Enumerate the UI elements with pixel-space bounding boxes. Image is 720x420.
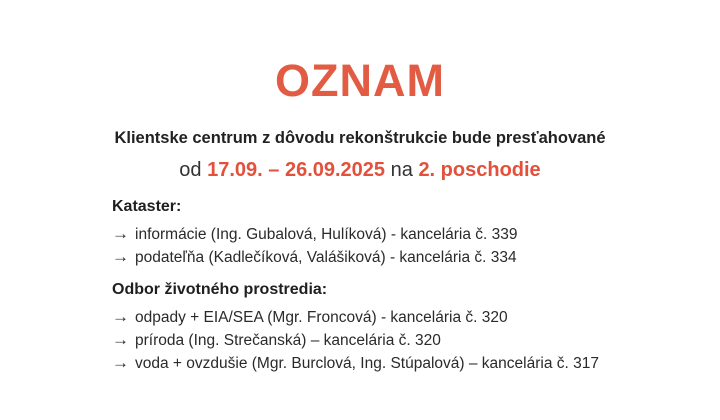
- section-odbor-zivotneho-prostredia: [112, 279, 599, 375]
- arrow-icon: →: [112, 330, 129, 349]
- arrow-icon: →: [112, 224, 129, 243]
- notice-headline: Klientske centrum z dôvodu rekonštrukcie bude presťahované: [114, 129, 606, 147]
- arrow-icon: →: [112, 247, 129, 266]
- relocation-date-range: 17.09. – 26.09.2025: [207, 159, 386, 181]
- relocation-line: [0, 158, 720, 182]
- list-item-text: informácie (Ing. Gubalová, Hulíková) - kancelária č. 339: [135, 226, 518, 243]
- arrow-icon: →: [112, 353, 129, 372]
- list-item: [112, 352, 599, 375]
- list-item-text: odpady + EIA/SEA (Mgr. Froncová) - kancelária č. 320: [135, 309, 508, 326]
- section-heading: Kataster:: [112, 198, 182, 215]
- list-item: [112, 223, 518, 246]
- relocation-prefix: od: [179, 159, 202, 181]
- arrow-icon: →: [112, 307, 129, 326]
- relocation-middle: na: [390, 159, 413, 181]
- list-item: [112, 246, 518, 269]
- notice-title: OZNAM: [275, 55, 445, 106]
- section-kataster: [112, 196, 518, 269]
- list-item: [112, 329, 599, 352]
- section-heading: Odbor životného prostredia:: [112, 281, 328, 298]
- list-item-text: príroda (Ing. Strečanská) – kancelária č. 320: [135, 332, 441, 349]
- list-item-text: voda + ovzdušie (Mgr. Burclová, Ing. Stúpalová) – kancelária č. 317: [135, 355, 599, 372]
- list-item-text: podateľňa (Kadlečíková, Valášiková) - kancelária č. 334: [135, 249, 517, 266]
- relocation-destination: 2. poschodie: [418, 159, 541, 181]
- list-item: [112, 306, 599, 329]
